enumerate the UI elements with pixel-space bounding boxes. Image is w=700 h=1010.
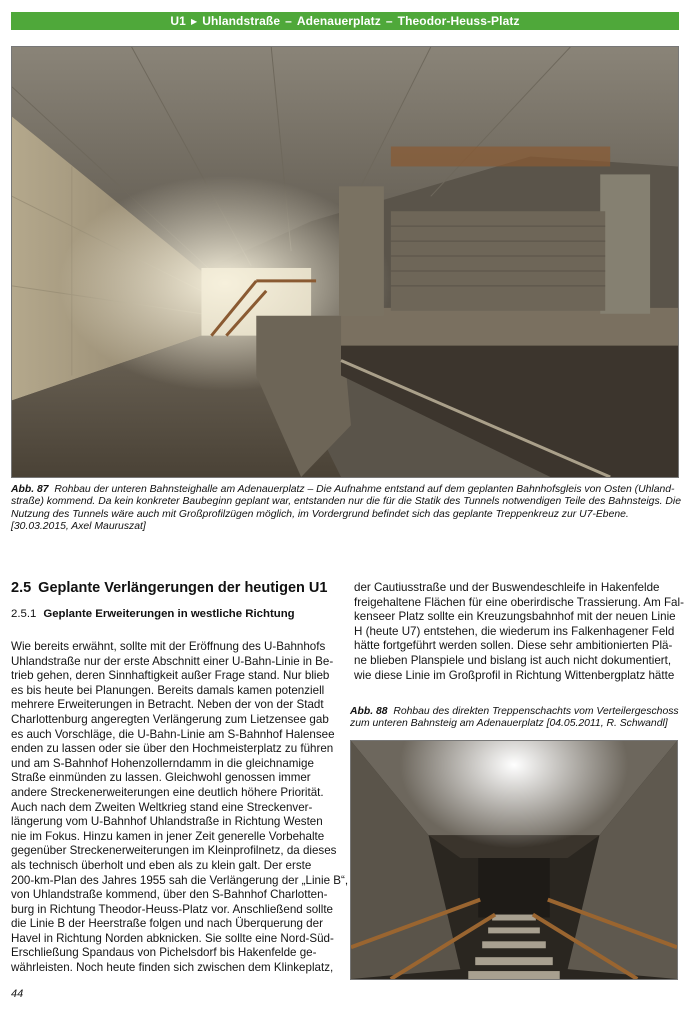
right-line: hätte fortgeführt werden sollen. Diese sehr ambitionierten Plä- (354, 639, 673, 653)
running-header (11, 12, 679, 30)
left-line: von Uhlandstraße kommend, über den S-Bahnhof Charlotten- (11, 888, 328, 902)
photo-tunnel-platform-hall (11, 46, 679, 478)
station-3: Theodor-Heuss-Platz (397, 14, 520, 28)
photo-stair-shaft (350, 740, 678, 980)
separator-1: – (285, 14, 292, 28)
section-heading (11, 580, 327, 596)
left-line: Charlottenburg angeregten Verlängerung zum Lietzensee gab (11, 712, 329, 726)
left-line: enden zu lassen oder sie über den Hochmeisterplatz zu führen (11, 742, 334, 756)
body-text-right-column (354, 581, 684, 683)
subsection-title: Geplante Erweiterungen in westliche Richtung (43, 608, 295, 620)
left-line: gegenüber Streckenerweiterungen im Kleinprofilnetz, da dieses (11, 844, 337, 858)
left-line: Wie bereits erwähnt, sollte mit der Eröffnung des U-Bahnhofs (11, 640, 326, 653)
figure-87-line-2: straße) kommend. Da kein konkreter Baubeginn geplant war, entstanden nur die für die Statik des Tunnels notwendigen Teile des Bahnsteigs. Die (11, 496, 682, 508)
section-number: 2.5 (11, 580, 32, 596)
station-1: Uhlandstraße (202, 14, 281, 28)
left-line: andere Streckenerweiterungen eine deutlich höhere Priorität. (11, 785, 324, 799)
figure-87-label: Abb. 87 (11, 484, 49, 495)
subsection-heading (11, 608, 295, 620)
left-line: Erschließung Spandaus von Pichelsdorf bis Hakenfelde ge- (11, 946, 317, 960)
figure-87-line-4: [30.03.2015, Axel Mauruszat] (11, 520, 146, 532)
triangle-right-icon: ▶ (190, 16, 198, 26)
figure-87-line-3: Nutzung des Tunnels wäre auch mit Großprofilzügen möglich, im Vordergrund befindet sich das geplante Treppenkreuz zur U7-Ebene. (11, 508, 629, 520)
right-line: der Cautiusstraße und der Buswendeschleife in Hakenfelde (354, 581, 660, 594)
figure-88-label: Abb. 88 (350, 706, 388, 717)
left-line: mehrere Erweiterungen in Betracht. Neben der von der Stadt (11, 698, 324, 712)
figure-87-caption (11, 484, 681, 533)
separator-2: – (385, 14, 393, 28)
left-line: als technisch überholt und eben als zu klein galt. Der erste (11, 858, 312, 872)
left-line: es auch Vorschläge, die U-Bahn-Linie am S-Bahnhof Halensee (11, 727, 335, 741)
left-line: Auch nach dem Zweiten Weltkrieg stand eine Streckenver- (11, 800, 313, 814)
body-text-left-column (11, 640, 349, 976)
left-line: Straße einmünden zu lassen. Gleichwohl genossen immer (11, 771, 311, 785)
left-line: längerung vom U-Bahnhof Uhlandstraße in Richtung Westen (11, 815, 323, 829)
subsection-number: 2.5.1 (11, 608, 37, 620)
figure-88-line-2: zum unteren Bahnsteig am Adenauerplatz [04.05.2011, R. Schwandl] (350, 718, 668, 730)
left-line: nie im Fokus. Hinzu kamen in jener Zeit generelle Vorbehalte (11, 829, 325, 843)
right-line: kenseer Platz sollte ein Kreuzungsbahnhof mit der neuen Linie (354, 610, 676, 624)
right-line: freigehaltene Flächen für eine oberirdische Trassierung. Am Fal- (354, 595, 684, 609)
station-2: Adenauerplatz (296, 14, 381, 28)
left-line: währleisten. Noch heute finden sich zwischen dem Klinkeplatz, (11, 961, 334, 975)
left-line: trieb gehen, deren Sinnhaftigkeit außer Frage stand. Nur blieb (11, 669, 330, 683)
left-line: die Linie B der Heerstraße folgen und nach Überquerung der (11, 917, 323, 931)
line-label: U1 (170, 14, 186, 28)
left-line: burg in Richtung Theodor-Heuss-Platz vor. Anschließend sollte (11, 902, 334, 916)
left-line: 200-km-Plan des Jahres 1955 sah die Verlängerung der „Linie B“, (11, 873, 349, 887)
figure-88-caption (350, 706, 680, 731)
right-line: ne blieben Planspiele und bislang ist auch nicht dokumentiert, (354, 653, 672, 667)
figure-88-line-1: Rohbau des direkten Treppenschachts vom Verteilergeschoss (393, 706, 679, 717)
page-number: 44 (11, 988, 24, 1000)
right-line: H (heute U7) entstehen, die wiederum ins Falkenhagener Feld (354, 624, 675, 638)
left-line: es bis heute bei Planungen. Bereits damals kamen potenziell (11, 683, 325, 697)
left-line: Uhlandstraße nur der erste Abschnitt einer U-Bahn-Linie in Be- (11, 654, 334, 668)
section-title: Geplante Verlängerungen der heutigen U1 (38, 580, 328, 596)
figure-87-line-1: Rohbau der unteren Bahnsteighalle am Adenauerplatz – Die Aufnahme entstand auf dem geplanten Bahnhofsgleis von Osten (Uhland- (54, 484, 675, 495)
right-line: wie diese Linie im Großprofil in Richtung Wittenbergplatz hätte (354, 668, 675, 682)
left-line: und am S-Bahnhof Hohenzollerndamm in die gleichnamige (11, 756, 314, 770)
left-line: Havel in Richtung Norden abknicken. Sie sollte eine Nord-Süd- (11, 931, 334, 945)
